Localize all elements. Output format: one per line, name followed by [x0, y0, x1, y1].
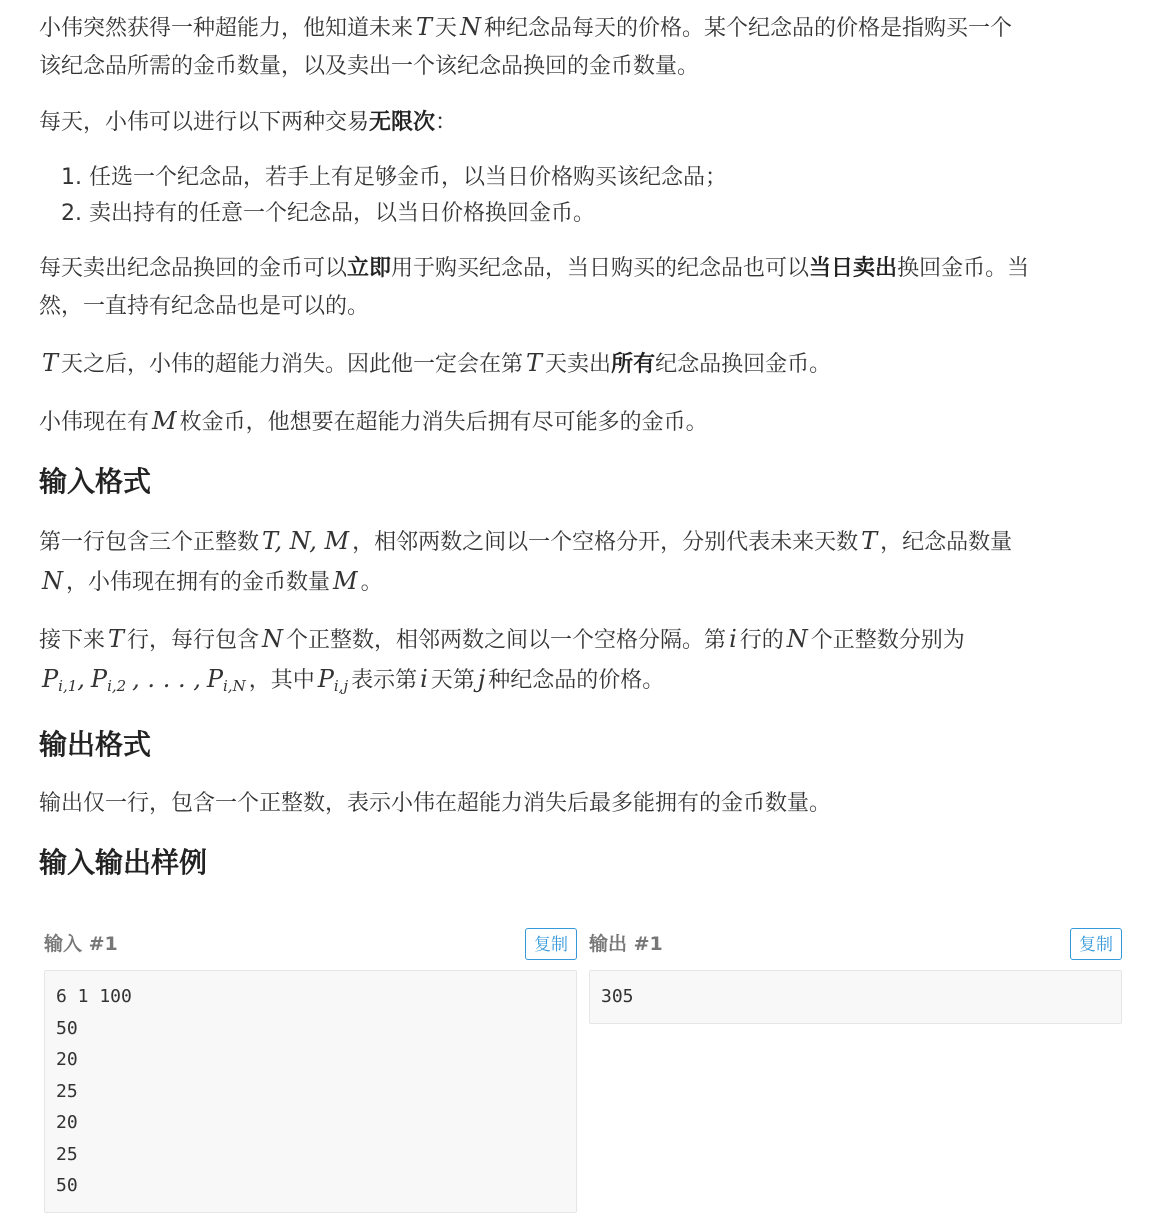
var-T: T: [416, 13, 433, 41]
var-i: i: [729, 625, 737, 653]
emphasis-same-day: 当日卖出: [809, 256, 898, 281]
output-format-paragraph: 输出仅一行，包含一个正整数，表示小伟在超能力消失后最多能拥有的金币数量。: [39, 791, 832, 816]
var-i: i: [420, 665, 428, 693]
code-line: 50: [56, 1175, 78, 1196]
var-T: T: [42, 349, 59, 377]
trade-steps-list: [39, 160, 1122, 232]
output-format-heading: 输出格式: [39, 728, 152, 761]
code-line: 305: [601, 986, 634, 1007]
input-format-heading: 输入格式: [39, 465, 152, 498]
sample-input-code[interactable]: [44, 970, 577, 1213]
var-P-ij: $P_{i,j}$: [317, 665, 349, 695]
sample-input-panel: [44, 928, 577, 1196]
emphasis-all: 所有: [611, 352, 656, 377]
intro-paragraph: 小伟突然获得一种超能力，他知道未来 T 天 N 种纪念品每天的价格。某个纪念品的价格是指购买一个 该纪念品所需的金币数量，以及卖出一个该纪念品换回的金币数量。: [39, 13, 1013, 79]
var-T: T: [861, 527, 878, 555]
code-line: 50: [56, 1017, 78, 1039]
var-P-i2: $P_{i,2}$: [90, 665, 127, 695]
samples-heading: 输入输出样例: [39, 846, 208, 879]
var-M: M: [152, 407, 177, 435]
dots: , . . . ,: [132, 665, 201, 693]
sell-paragraph: 每天卖出纪念品换回的金币可以立即用于购买纪念品，当日购买的纪念品也可以当日卖出换回金币。当 然，一直持有纪念品也是可以的。: [39, 256, 1030, 319]
input-format-paragraph-1: 第一行包含三个正整数 T, N, M ，相邻两数之间以一个空格分开，分别代表未来天数 T ，纪念品数量 N ，小伟现在拥有的金币数量 M 。: [39, 527, 1013, 595]
code-line: 6 1 100: [56, 986, 132, 1007]
coins-paragraph: 小伟现在有 M 枚金币，他想要在超能力消失后拥有尽可能多的金币。: [39, 407, 708, 435]
trade-paragraph: 每天，小伟可以进行以下两种交易无限次：: [39, 110, 458, 135]
sample-output-panel: [589, 928, 1122, 1007]
emphasis-immediately: 立即: [347, 256, 392, 281]
code-line: 25: [56, 1080, 78, 1102]
list-item: 1. 任选一个纪念品，若手上有足够金币，以当日价格购买该纪念品；: [61, 165, 727, 190]
var-M: M: [333, 567, 358, 595]
sample-io: [44, 928, 1122, 1210]
var-N: N: [786, 625, 808, 653]
input-format-paragraph-2: 接下来 T 行，每行包含 N 个正整数，相邻两数之间以一个空格分隔。第 i 行的 N 个正整数分别为 $P_{i,1}$, $P_{i,2}$ , . . . , $P_{i,N}$ ，其中 $P_{i,j}$ 表示第 i 天第 j 种纪念品的价格。: [39, 625, 965, 695]
var-TNM: T, N, M: [262, 527, 350, 555]
var-T: T: [526, 349, 543, 377]
var-j: j: [477, 665, 486, 693]
sample-output-code[interactable]: [589, 970, 1122, 1024]
sample-output-title: 输出 #1: [589, 933, 663, 955]
after-paragraph: T 天之后，小伟的超能力消失。因此他一定会在第 T 天卖出所有纪念品换回金币。: [39, 344, 1122, 384]
copy-output-button[interactable]: 复制: [1070, 928, 1122, 960]
sample-input-title: 输入 #1: [44, 933, 118, 955]
code-line: 20: [56, 1049, 78, 1070]
var-N: N: [262, 625, 284, 653]
var-N: N: [42, 567, 63, 595]
var-P-iN: $P_{i,N}$: [206, 665, 246, 695]
copy-input-button[interactable]: 复制: [525, 928, 577, 960]
var-P-i1: $P_{i,1}$,: [42, 665, 85, 695]
code-line: 25: [56, 1143, 78, 1165]
emphasis-unlimited: 无限次: [369, 110, 436, 135]
var-N: N: [460, 13, 482, 41]
list-item: 2. 卖出持有的任意一个纪念品，以当日价格换回金币。: [61, 201, 595, 226]
var-T: T: [108, 625, 125, 653]
code-line: 20: [56, 1112, 78, 1133]
